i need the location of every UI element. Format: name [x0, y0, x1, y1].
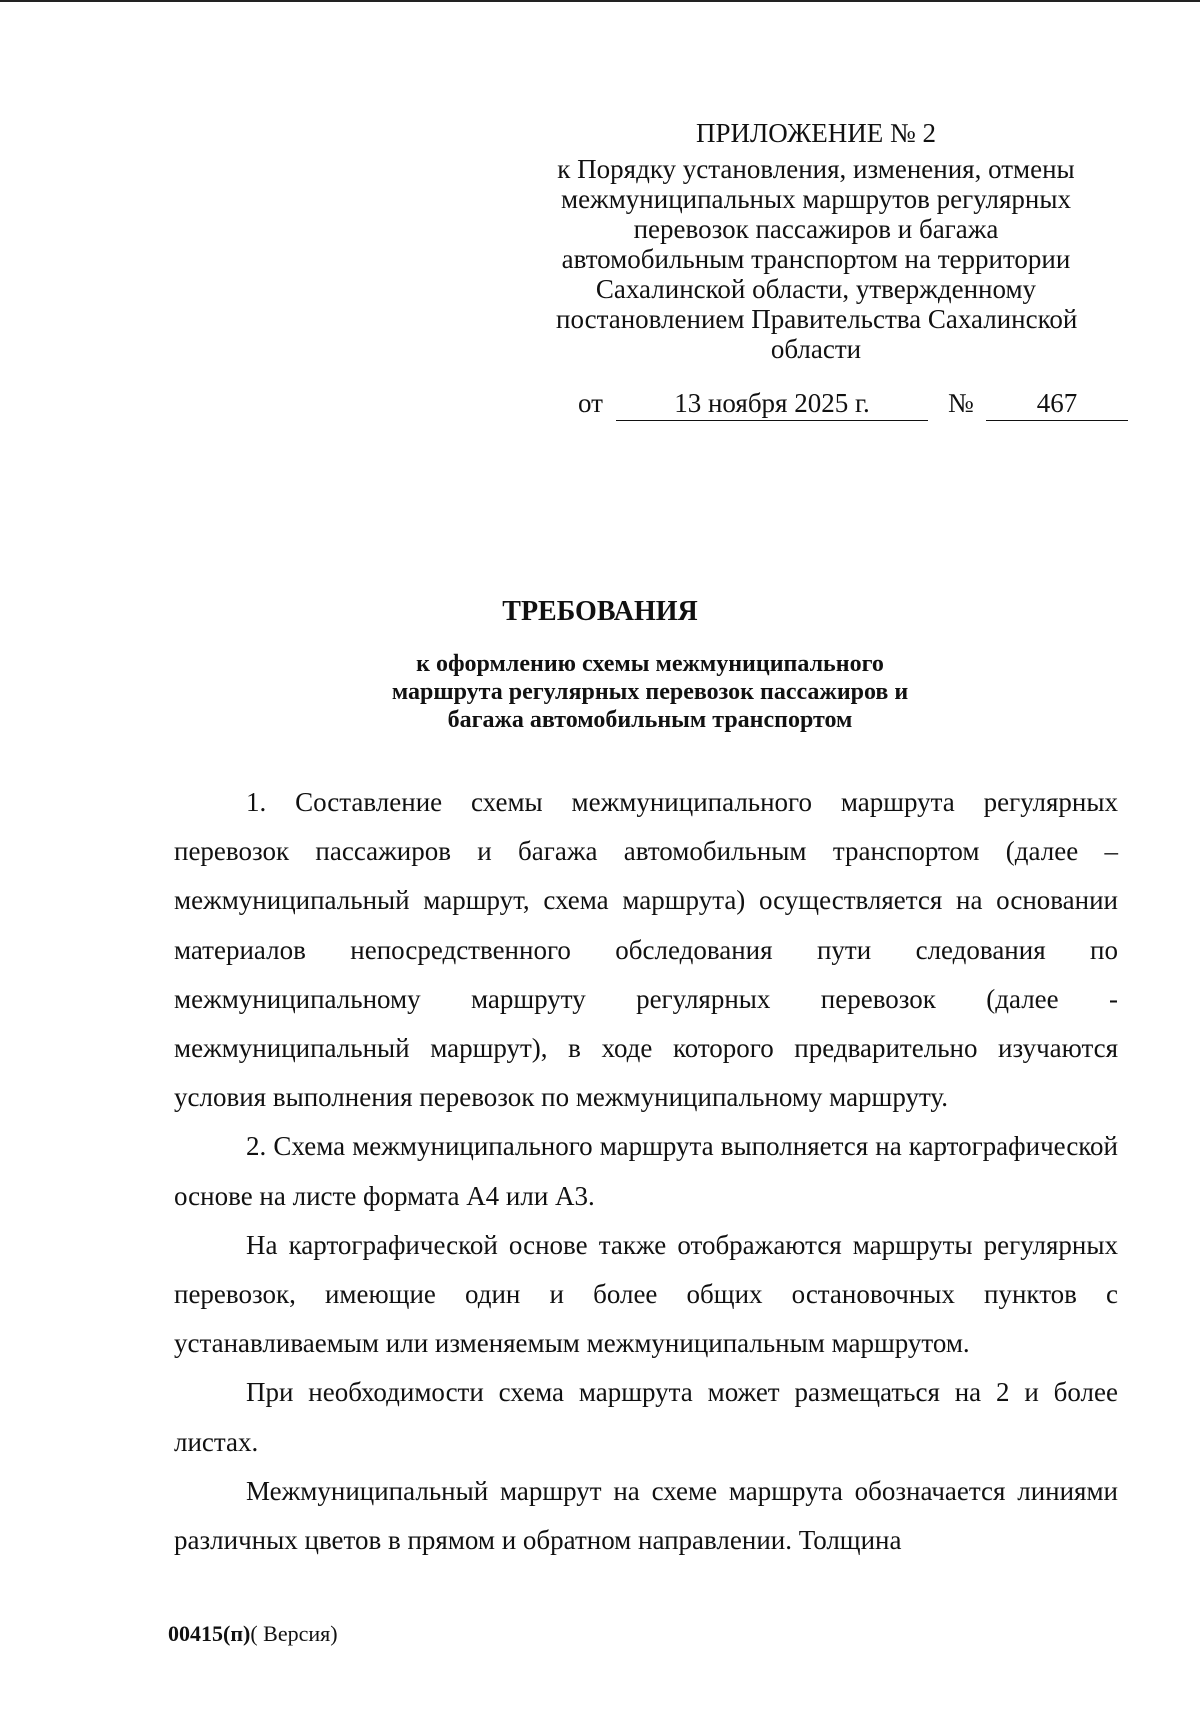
resolution-number: 467 — [986, 388, 1128, 421]
paragraph: Межмуниципальный маршрут на схеме маршрута обозначается линиями различных цветов в прямом и обратном направлении. Толщина — [174, 1475, 1118, 1556]
document-body — [174, 778, 1118, 1565]
appendix-line: межмуниципальных маршрутов регулярных — [560, 184, 1072, 214]
paragraph: 2. Схема межмуниципального маршрута выполняется на картографической основе на листе формата А4 или А3. — [174, 1131, 1118, 1211]
appendix-line: области — [770, 334, 862, 364]
document-footer — [168, 1621, 338, 1647]
number-sign: № — [948, 388, 974, 418]
resolution-date-row — [578, 388, 1128, 420]
document-code: 00415(п) — [168, 1621, 251, 1646]
paragraph: 1. Составление схемы межмуниципального маршрута регулярных перевозок пассажиров и багажа автомобильным транспортом (далее – межмуниципальный маршрут, схема маршрута) осуществляется на основании материалов непосредственного обследования пути следования по межмуниципальному маршруту регулярных перевозок (далее - межмуниципальный маршрут), в ходе которого предварительно изучаются условия выполнения перевозок по межмуниципальному маршруту. — [174, 787, 1118, 1113]
document-subtitle — [310, 650, 990, 734]
date-prefix: от — [578, 388, 603, 418]
appendix-title: ПРИЛОЖЕНИЕ № 2 — [695, 118, 937, 148]
paragraph: При необходимости схема маршрута может размещаться на 2 и более листах. — [174, 1377, 1118, 1457]
subtitle-line: маршрута регулярных перевозок пассажиров и — [391, 679, 909, 705]
appendix-line: постановлением Правительства Сахалинской — [556, 304, 1078, 334]
document-title: ТРЕБОВАНИЯ — [502, 596, 698, 627]
resolution-date: 13 ноября 2025 г. — [616, 388, 928, 421]
appendix-line: к Порядку установления, изменения, отмены — [557, 154, 1075, 184]
subtitle-line: багажа автомобильным транспортом — [447, 707, 853, 733]
subtitle-line: к оформлению схемы межмуниципального — [416, 651, 884, 677]
appendix-line: перевозок пассажиров и багажа — [633, 214, 999, 244]
appendix-line: Сахалинской области, утвержденному — [595, 274, 1037, 304]
appendix-block — [556, 118, 1076, 364]
paragraph: На картографической основе также отображаются маршруты регулярных перевозок, имеющие один и более общих остановочных пунктов с устанавливаемым или изменяемым межмуниципальным маршрутом. — [174, 1229, 1118, 1359]
appendix-line: автомобильным транспортом на территории — [561, 244, 1071, 274]
document-version: ( Версия) — [250, 1621, 338, 1646]
top-border-line — [0, 0, 1200, 2]
